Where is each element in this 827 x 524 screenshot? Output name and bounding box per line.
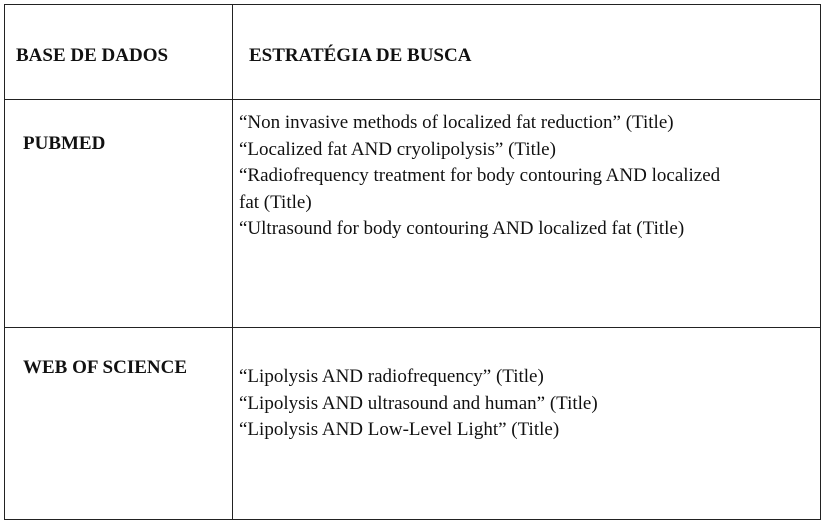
column-divider bbox=[232, 5, 233, 519]
strategy-item: “Lipolysis AND Low-Level Light” (Title) bbox=[239, 419, 560, 440]
strategy-item: “Localized fat AND cryolipolysis” (Title) bbox=[239, 138, 556, 160]
database-pubmed: PUBMED bbox=[23, 133, 106, 154]
strategy-item: “Non invasive methods of localized fat reduction” (Title) bbox=[239, 112, 674, 133]
strategy-item: “Lipolysis AND radiofrequency” (Title) bbox=[239, 366, 544, 387]
database-web-of-science: WEB OF SCIENCE bbox=[23, 357, 187, 378]
header-database: BASE DE DADOS bbox=[16, 45, 169, 66]
strategy-item: “Lipolysis AND ultrasound and human” (Title) bbox=[239, 392, 598, 414]
row-divider-pubmed bbox=[5, 327, 820, 328]
web-of-science-strategy-list bbox=[239, 364, 814, 444]
pubmed-strategy-list bbox=[239, 110, 814, 243]
search-strategy-table bbox=[4, 4, 821, 520]
header-search-strategy: ESTRATÉGIA DE BUSCA bbox=[249, 45, 472, 66]
row-divider-header bbox=[5, 99, 820, 100]
strategy-item: “Radiofrequency treatment for body contouring AND localized bbox=[239, 165, 721, 186]
strategy-item: “Ultrasound for body contouring AND localized fat (Title) bbox=[239, 218, 685, 239]
strategy-item: fat (Title) bbox=[239, 191, 312, 213]
